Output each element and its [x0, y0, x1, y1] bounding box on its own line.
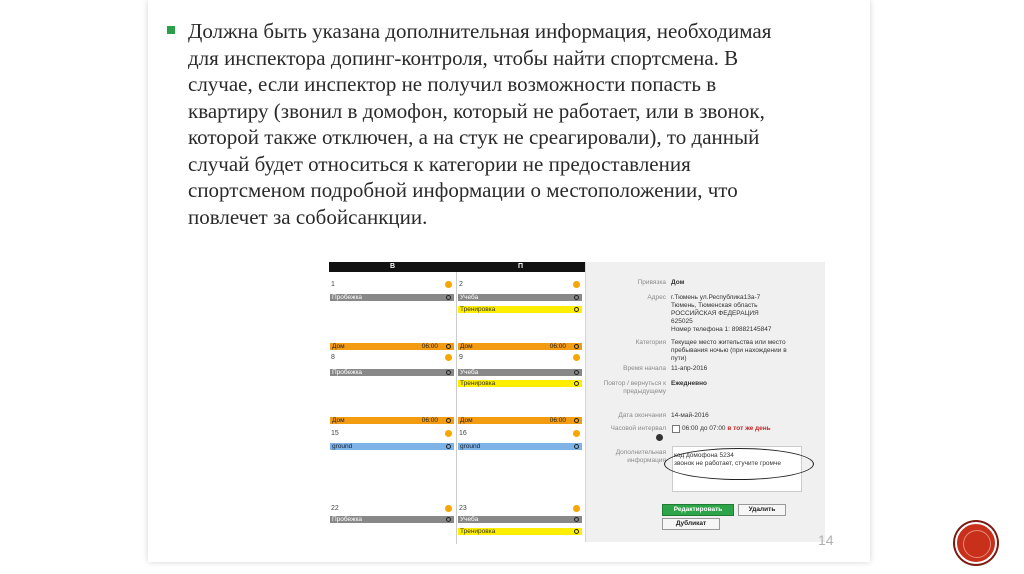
event-bar[interactable] — [330, 443, 454, 450]
home-bar[interactable] — [330, 343, 454, 350]
start-label: Время начала — [623, 365, 666, 372]
corner-circle-icon — [955, 522, 997, 564]
home-bar[interactable] — [458, 343, 582, 350]
privyazka-value: Дом — [671, 279, 685, 286]
event-label: Пробежка — [332, 294, 363, 301]
sync-icon — [574, 295, 579, 300]
warning-icon[interactable] — [573, 505, 580, 512]
day-number: 15 — [331, 430, 339, 437]
event-bar[interactable] — [458, 528, 582, 535]
address-line: 625025 — [671, 318, 693, 325]
address-line: РОССИЙСКАЯ ФЕДЕРАЦИЯ — [671, 310, 759, 317]
details-panel — [585, 262, 825, 542]
event-bar[interactable] — [330, 294, 454, 301]
event-label: Дом — [332, 343, 345, 350]
day-number: 1 — [331, 281, 335, 288]
calendar-divider — [456, 272, 457, 544]
event-label: Учеба — [460, 369, 479, 376]
edit-button[interactable]: Редактировать — [662, 504, 734, 516]
warning-icon[interactable] — [445, 354, 452, 361]
warning-icon[interactable] — [573, 354, 580, 361]
interval-value: 06:00 до 07:00 — [682, 425, 726, 432]
delete-button[interactable]: Удалить — [738, 504, 786, 516]
extra-label: Дополнительная информация — [615, 449, 666, 464]
sync-icon — [446, 418, 451, 423]
end-value: 14-май-2016 — [671, 412, 709, 419]
sync-icon — [574, 381, 579, 386]
interval-note: в тот же день — [727, 425, 771, 432]
highlight-ellipse — [664, 448, 814, 480]
slide-paragraph: Должна быть указана дополнительная информация, необходимая для инспектора допинг-контроля, чтобы найти спортсмена. В случае, если инспектор не получил возможности попасть в квартиру (звонил в домофон, который не работает, или в звонок, которой также отключен, а на стук не среагировали), то данный случай будет относиться к категории не предоставления спортсменом подробной информации о местоположении, что повлечет за собойсанкции. — [188, 19, 772, 229]
event-label: ground — [332, 443, 353, 450]
page-number: 14 — [818, 532, 834, 548]
home-bar[interactable] — [458, 417, 582, 424]
event-label: Дом — [460, 417, 473, 424]
sync-icon — [574, 307, 579, 312]
sync-icon — [446, 295, 451, 300]
event-time: 06:00 — [549, 417, 566, 424]
plane-icon — [574, 444, 579, 449]
calendar-screenshot — [329, 262, 585, 544]
interval-checkbox[interactable] — [672, 425, 680, 433]
address-line: Тюмень, Тюменская область — [671, 302, 758, 309]
event-label: Пробежка — [332, 516, 363, 523]
event-bar[interactable] — [458, 516, 582, 523]
day-number: 9 — [459, 354, 463, 361]
event-bar[interactable] — [330, 516, 454, 523]
day-number: 2 — [459, 281, 463, 288]
event-time: 06:00 — [549, 343, 566, 350]
repeat-label: Повтор / вернуться к предыдущему — [603, 380, 666, 395]
event-bar[interactable] — [458, 380, 582, 387]
extra-line: код домофона 5234 — [674, 452, 734, 459]
day-number: 23 — [459, 505, 467, 512]
clock-icon — [656, 434, 663, 441]
event-label: Тренировка — [460, 528, 496, 535]
event-time: 06:00 — [421, 417, 438, 424]
event-label: Учеба — [460, 516, 479, 523]
sync-icon — [574, 529, 579, 534]
warning-icon[interactable] — [445, 281, 452, 288]
start-value: 11-апр-2016 — [671, 365, 708, 372]
privyazka-label: Привязка — [637, 279, 666, 286]
event-label: Дом — [332, 417, 345, 424]
sync-icon — [574, 418, 579, 423]
event-bar[interactable] — [458, 294, 582, 301]
repeat-value: Ежедневно — [671, 380, 708, 387]
sync-icon — [446, 517, 451, 522]
event-bar[interactable] — [458, 306, 582, 313]
interval-value-row — [682, 425, 812, 433]
category-value: Текущее место жительства или место пребывания ночью (при нахождении в пути) — [671, 339, 787, 362]
event-label: Учеба — [460, 294, 479, 301]
bullet-square-icon — [167, 26, 175, 34]
event-label: ground — [460, 443, 481, 450]
address-line: г.Тюмень ул.Республика13а-7 — [671, 294, 761, 301]
duplicate-button[interactable]: Дубликат — [662, 518, 720, 530]
calendar-header — [329, 262, 585, 272]
sync-icon — [574, 344, 579, 349]
calendar-col-right: П — [518, 263, 524, 270]
event-label: Дом — [460, 343, 473, 350]
day-number: 8 — [331, 354, 335, 361]
warning-icon[interactable] — [573, 281, 580, 288]
warning-icon[interactable] — [445, 505, 452, 512]
extra-line: звонок не работает, стучите громче — [674, 460, 782, 467]
event-time: 06:00 — [421, 343, 438, 350]
event-bar[interactable] — [458, 443, 582, 450]
day-number: 22 — [331, 505, 339, 512]
event-bar[interactable] — [458, 369, 582, 376]
plane-icon — [446, 444, 451, 449]
corner-circle-inner — [963, 530, 991, 558]
end-label: Дата окончания — [618, 412, 666, 419]
category-label: Категория — [635, 339, 666, 346]
event-label: Тренировка — [460, 306, 496, 313]
sync-icon — [446, 370, 451, 375]
address-label: Адрес — [647, 294, 666, 301]
sync-icon — [446, 344, 451, 349]
event-label: Тренировка — [460, 380, 496, 387]
sync-icon — [574, 370, 579, 375]
event-bar[interactable] — [330, 369, 454, 376]
interval-label: Часовой интервал — [610, 425, 666, 432]
warning-icon[interactable] — [573, 430, 580, 437]
day-number: 16 — [459, 430, 467, 437]
warning-icon[interactable] — [445, 430, 452, 437]
address-line: Номер телефона 1: 89882145847 — [671, 326, 772, 333]
home-bar[interactable] — [330, 417, 454, 424]
sync-icon — [574, 517, 579, 522]
event-label: Пробежка — [332, 369, 363, 376]
calendar-col-left: В — [390, 263, 396, 270]
